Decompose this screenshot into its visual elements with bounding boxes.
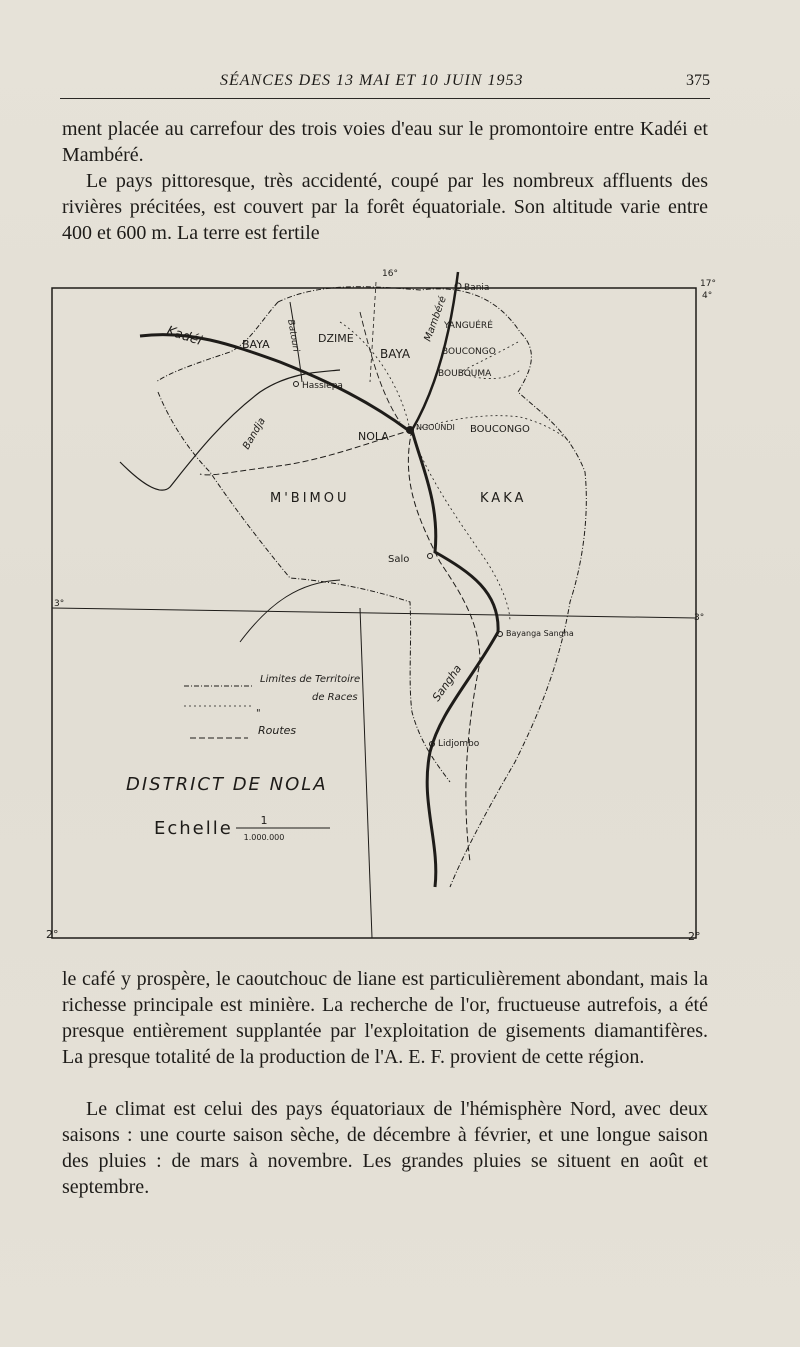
route-south	[408, 430, 480, 862]
coord-mid-left: 3°	[54, 599, 65, 609]
paragraph-3: le café y prospère, le caoutchouc de liane est particulièrement abondant, mais la richesse principale est minière. La recherche de l'or, fructueuse autrefois, a été presque entièrement supplantée par l'exploitation de gisements diamantifères. La presque totalité de la production de l'A. E. F. provient de cette région.	[62, 968, 708, 1068]
coord-top-right-b: 4°	[702, 291, 713, 301]
hassiepa-marker	[294, 382, 299, 387]
mambere-label: Mambéré	[422, 294, 449, 344]
coord-bottom-left: 2°	[46, 928, 59, 941]
nola-marker	[406, 426, 414, 434]
boucongo-north-label: BOUCONGO	[442, 347, 496, 357]
running-head	[60, 70, 710, 99]
scale-denominator: 1.000.000	[243, 833, 285, 842]
parallel-3-line	[52, 608, 696, 618]
coord-mid-right: 3°	[694, 613, 705, 623]
lidjombo-label: Lidjombo	[438, 739, 480, 749]
scale-numerator: 1	[260, 814, 268, 827]
meridian-16-line-lower	[360, 608, 372, 938]
kadei-label: Kadéi	[164, 323, 204, 349]
bayanga-label: Bayanga Sangha	[506, 629, 574, 638]
kaka-label: KAKA	[480, 491, 527, 506]
paragraph-4	[62, 1096, 708, 1200]
scale-label: Echelle	[154, 818, 233, 839]
route-north	[360, 312, 400, 422]
boucongo-south-label: BOUCONGO	[470, 424, 530, 435]
paragraph-2	[62, 168, 708, 246]
legend-territory-label: Limites de Territoire	[260, 674, 361, 685]
sangha-label: Sangha	[429, 662, 465, 704]
page-number: 375	[686, 72, 710, 89]
batouri-label: Batouri	[285, 318, 301, 353]
legend-routes-label: Routes	[258, 724, 297, 737]
boubouma-label: BOUBOUMA	[438, 369, 492, 379]
paragraph-1: ment placée au carrefour des trois voies d'eau sur le promontoire entre Kadéi et Mambéré.	[62, 118, 708, 166]
hassiepa-label: Hassiepa	[302, 381, 343, 391]
coord-top-right: 17°	[700, 279, 716, 289]
dzime-label: DZIME	[318, 332, 354, 345]
ngoundi-label: NGOUNDI	[416, 423, 455, 432]
bandja-label: Bandja	[241, 416, 268, 452]
mbimou-label: M'BIMOU	[270, 491, 350, 506]
kadei-river	[140, 335, 408, 430]
yanguere-label: YANGUÉRÉ	[444, 321, 493, 331]
nola-label: NOLA	[358, 430, 389, 443]
baya-central-label: BAYA	[380, 347, 411, 361]
district-map	[40, 262, 720, 947]
legend-races-label: de Races	[312, 692, 358, 703]
paragraph-2-text: Le pays pittoresque, très accidenté, coupé par les nombreux affluents des rivières précitées, est couvert par la forêt équatoriale. Son altitude varie entre 400 et 600 m. La terre est fertile	[62, 170, 708, 244]
map-title: DISTRICT DE NOLA	[126, 774, 328, 795]
paragraph-4-text: Le climat est celui des pays équatoriaux de l'hémisphère Nord, avec deux saisons : une courte saison sèche, de décembre à février, et une longue saison des pluies : de mars à novembre. Les grandes pluies se situent en août et septembre.	[62, 1098, 708, 1198]
baya-west-label: BAYA	[242, 338, 270, 351]
bania-label: Bania	[464, 283, 490, 293]
coord-top-mid: 16°	[382, 269, 398, 279]
territory-limit-east	[278, 287, 586, 887]
salo-marker	[428, 554, 433, 559]
salo-label: Salo	[388, 554, 410, 565]
running-title: SÉANCES DES 13 MAI ET 10 JUIN 1953	[220, 72, 524, 89]
legend-ditto: "	[256, 708, 261, 719]
map-legend	[184, 674, 360, 738]
map-svg	[40, 262, 720, 947]
coord-bottom-right: 2°	[688, 930, 701, 943]
